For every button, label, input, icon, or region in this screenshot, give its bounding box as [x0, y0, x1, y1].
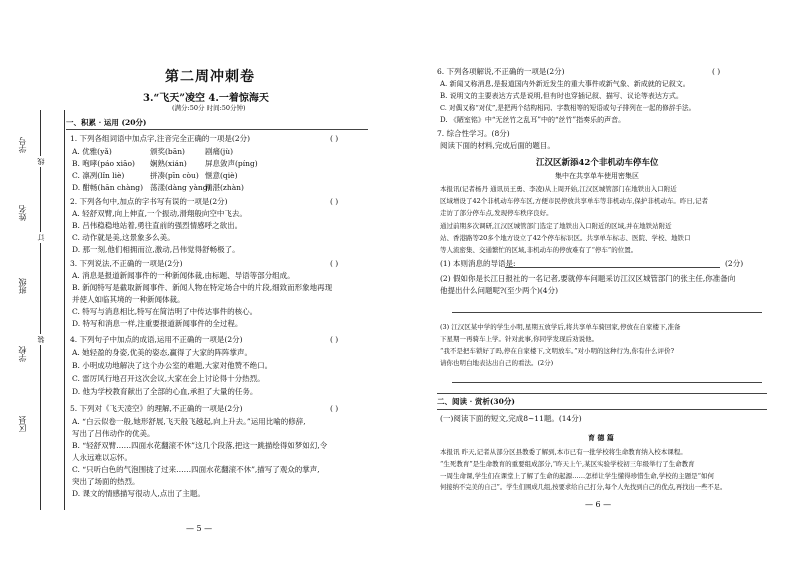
binding-line-inner — [64, 110, 65, 510]
q7-1-score: (2分) — [725, 259, 744, 268]
article-line: 本报讯 昨天,记者从部分区县教委了解到,本市已有一批学校将生命教育纳入校本课程。 — [440, 448, 687, 456]
q1-option-d: D. 酣畅(hān chàng) — [72, 183, 144, 192]
school-label: 学校 — [18, 346, 27, 362]
student-id-label: 学号 — [18, 137, 27, 153]
q7-1-answer-line[interactable] — [505, 267, 720, 268]
section-divider — [437, 393, 767, 394]
page-subtitle: 3.“飞天”凌空 4.一着惊海天 — [143, 93, 269, 104]
q1-option-c-3: 惬意(qiè) — [205, 171, 238, 180]
news-para-line: 本报讯(记者杨丹 通讯员王勇、李凌)从上周开始,江汉区城管部门在地铁出入口附近 — [440, 185, 677, 193]
cut-mark-line: 线 — [37, 158, 45, 165]
district-label: 区县 — [18, 416, 27, 432]
q4-option-c: C. 雷厉风行地召开这次会议,大家在会上讨论得十分热烈。 — [72, 374, 265, 383]
q7-2-prompt-cont: 他提出什么问题呢?(至少两个)(4分) — [440, 286, 558, 295]
class-label: 班级 — [18, 278, 27, 294]
q2-answer-blank[interactable]: ( ) — [330, 197, 339, 206]
q6-option-b: B. 说明文的主要表达方式是说明,但有时也穿插记叙、描写、议论等表达方式。 — [440, 92, 683, 100]
section-divider — [437, 409, 767, 410]
q1-option-c-2: 拼凑(pīn còu) — [150, 171, 199, 180]
news-para-line: 走访了部分停车点,发现停车秩序良好。 — [440, 209, 553, 217]
news-headline: 江汉区新添42个非机动车停车位 — [536, 158, 659, 168]
article-line: “生死教育”是生命教育的重要组成部分,“昨天上午,某区实验学校初三年级举行了生命教育 — [440, 460, 695, 468]
q3-answer-blank[interactable]: ( ) — [330, 259, 339, 268]
article-title: 育 德 篇 — [588, 433, 614, 442]
q3-option-a: A. 消息是报道新闻事件的一种新闻体裁,由标题、导语等部分组成。 — [72, 271, 295, 280]
q4-stem: 4. 下列句子中加点的成语,运用不正确的一项是(2分) — [70, 335, 243, 344]
q2-option-b: B. 吕伟稳稳地站着,勇往直前的强烈情感呼之欲出。 — [72, 221, 243, 230]
cut-mark-bind: 装 — [37, 336, 45, 343]
q3-option-c: C. 特写与消息相比,特写在简洁明了中传达事件的核心。 — [72, 307, 258, 316]
q1-answer-blank[interactable]: ( ) — [330, 134, 339, 143]
q5-option-c: C. “只听白色的气泡围拢了过来……四面水花翻滚不休”,描写了观众的掌声, — [72, 465, 320, 474]
q3-option-d: D. 特写和消息一样,注重要报道新闻事件的全过程。 — [72, 319, 243, 328]
q4-option-d: D. 他为学校教育献出了全部的心血,承担了大量的任务。 — [72, 387, 258, 396]
q1-option-b-3: 屏息敛声(píng) — [205, 159, 258, 168]
part-1-instructions: (一)阅读下面的短文,完成8~11题。(14分) — [440, 414, 582, 423]
q5-answer-blank[interactable]: ( ) — [330, 404, 339, 413]
q2-stem: 2. 下列各句中,加点的字书写有误的一项是(2分) — [70, 197, 228, 206]
q4-answer-blank[interactable]: ( ) — [330, 335, 339, 344]
q6-option-d: D. 《陋室铭》中“无丝竹之乱耳”中的“丝竹”指奏乐的声音。 — [440, 116, 626, 124]
q2-option-c: C. 动作就是美,这景象多么美。 — [72, 233, 175, 242]
q7-2-answer-line[interactable] — [452, 312, 762, 313]
q5-stem: 5. 下列对《飞天凌空》的理解,不正确的一项是(2分) — [70, 404, 243, 413]
q5-option-b-cont: 人永远难以忘怀。 — [72, 453, 132, 462]
q3-stem: 3. 下列说法,不正确的一项是(2分) — [70, 259, 183, 268]
q7-3-prompt-cont: 下星期一再骑车上学。针对此事,你同学发现后劝说他。 — [440, 335, 599, 343]
q1-option-a-3: 剧痛(jù) — [205, 147, 234, 156]
q1-option-a: A. 优雅(yǎ) — [72, 147, 112, 156]
q1-option-b: B. 咆哮(páo xiāo) — [72, 159, 135, 168]
binding-line — [40, 110, 41, 510]
article-line: 一周生命课,学生们在课堂上了解了生命的起源……怎样让学生懂得珍惜生命,学校的主题是“如何 — [440, 472, 714, 480]
q5-option-d: D. 课文的情感描写很动人,点出了主题。 — [72, 489, 205, 498]
page-number: — 6 — — [585, 500, 612, 509]
q6-stem: 6. 下列各项解说,不正确的一项是(2分) — [437, 67, 565, 76]
q3-option-b: B. 新闻特写是截取新闻事件、新闻人物在特定场合中的片段,细致而形象地再现 — [72, 283, 333, 292]
q7-intro: 阅读下面的材料,完成后面的题目。 — [440, 141, 555, 150]
news-para-line: 站、香港路等20多个地方设立了42个停车标识区。共享单车标志、医院、学校、地铁口 — [440, 234, 691, 242]
q4-option-a: A. 她轻盈的身姿,优美的姿态,赢得了大家的阵阵掌声。 — [72, 348, 252, 357]
q2-option-a: A. 轻舒双臂,向上伸直,一个振动,滑翔般向空中飞去。 — [72, 209, 247, 218]
q5-option-a: A. “白云似卷一般,她形舒展,飞天般飞越起,向上升去。”运用比喻的修辞, — [72, 417, 306, 426]
q7-3-prompt: (3) 江汉区某中学的学生小明,星期五放学后,将共享单车骑回家,停放在自家楼下,准备 — [440, 323, 681, 331]
q5-option-c-cont: 突出了场面的热烈。 — [72, 477, 140, 486]
section-1-heading: 一、积累 · 运用 (20分) — [66, 118, 147, 127]
q1-option-a-2: 颁奖(bān) — [150, 147, 185, 156]
q5-option-b: B. “轻舒双臂……四面水花翻滚不休”这几个段落,把这一跳描绘得如梦如幻,令 — [72, 441, 328, 450]
name-label: 姓名 — [18, 205, 27, 221]
q2-option-d: D. 那一刻,他们相拥而泣,激动,吕伟觉得舒畅极了。 — [72, 245, 240, 254]
q1-option-d-2: 荡漾(dàng yàng) — [150, 183, 211, 192]
right-page — [400, 0, 800, 565]
q1-option-b-2: 娴熟(xián) — [150, 159, 187, 168]
q5-option-a-cont: 写出了吕伟动作的优美。 — [72, 429, 155, 438]
q7-stem: 7. 综合性学习。(8分) — [437, 129, 510, 138]
q1-option-d-3: 精湛(zhàn) — [205, 183, 244, 192]
q7-1-prompt: (1) 本则消息的导语是: — [440, 259, 516, 268]
q4-option-b: B. 小明成功地解决了这个办公室的难题,大家对他赞不绝口。 — [72, 361, 273, 370]
q6-option-c: C. 对偶又称“对仗”,是把两个结构相同、字数相等的短语或句子排列在一起的修辞手法。 — [440, 104, 696, 112]
news-subhead: 集中在共享单车使用密集区 — [555, 172, 639, 180]
q7-3-answer-line[interactable] — [452, 382, 762, 383]
q1-option-c: C. 凛冽(lǐn liè) — [72, 171, 125, 180]
news-para-line: 通过前期多次调研,江汉区城管部门选定了地铁出入口附近的区域,并在地铁站附近 — [440, 222, 672, 230]
section-divider — [66, 129, 368, 130]
q1-stem: 1. 下列各组词语中加点字,注音完全正确的一项是(2分) — [70, 134, 251, 143]
news-para-line: 等人流密集、交通繁忙的区域,非机动车的停放难有了“停车”的位置。 — [440, 246, 638, 254]
page-number: — 5 — — [186, 524, 213, 533]
q3-option-b-cont: 并使人如临其境的一种新闻体裁。 — [72, 295, 185, 304]
cut-mark-order: 订 — [37, 234, 45, 241]
q6-answer-blank[interactable]: ( ) — [712, 67, 721, 76]
q7-3-prompt-cont: “我不是把车锁好了吗,停在自家楼下,文明放车。”对小明的这种行为,你有什么评价? — [440, 347, 675, 355]
q6-option-a: A. 新闻又称消息,是报道国内外新近发生的重大事件或新气象、新成就的记叙文。 — [440, 80, 690, 88]
page-title: 第二周冲刺卷 — [165, 69, 255, 85]
q7-3-prompt-cont: 请你也明白地表达出自己的看法。(2分) — [440, 359, 554, 367]
article-line: 何接纳不完美的自己”。学生们围成几组,按要求给自己打分,每个人先找到自己的优点,再找出一些不足。 — [440, 484, 727, 491]
exam-meta: (满分:50分 时间:50分钟) — [172, 104, 246, 112]
q7-2-prompt: (2) 假如你是长江日报社的一名记者,要就停车问题采访江汉区城管部门的张主任,你准备向 — [440, 274, 736, 283]
section-2-heading: 二、阅读 · 赏析(30分) — [437, 397, 515, 406]
news-para-line: 区域增设了42个非机动车停车区,方便市民停放共享单车等非机动车,保护非机动车。昨日,记者 — [440, 197, 708, 205]
